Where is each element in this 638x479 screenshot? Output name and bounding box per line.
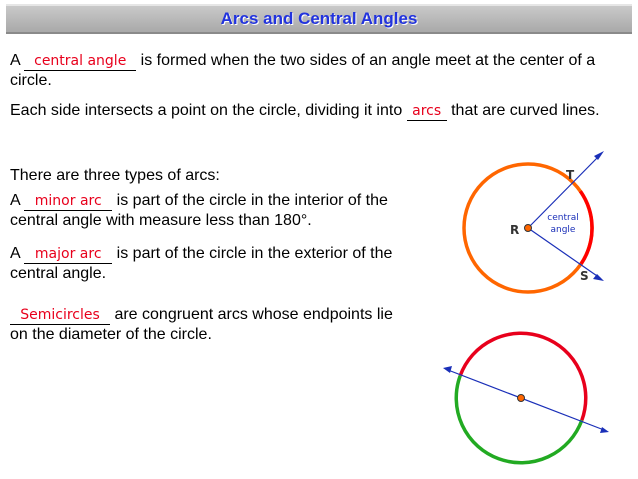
- text-pre: A: [10, 192, 25, 209]
- semicircle-bottom: [456, 376, 582, 463]
- semicircle-top: [460, 333, 586, 420]
- text-pre: A: [10, 52, 25, 69]
- answer-minor-arc: minor arc: [24, 193, 112, 211]
- page-title: Arcs and Central Angles: [220, 9, 418, 28]
- paragraph-three-types: There are three types of arcs:: [10, 167, 220, 184]
- label-s: S: [580, 269, 589, 283]
- label-t: T: [566, 168, 575, 182]
- text-post: is part of the circle in the interior of the central angle with measure less than 180°.: [10, 192, 388, 229]
- text-post: that are curved lines.: [446, 102, 600, 119]
- text-post: is formed when the two sides of an angle meet at the center of a circle.: [10, 52, 596, 89]
- label-r: R: [510, 223, 520, 237]
- central-angle-label-line2: angle: [550, 225, 576, 235]
- text-post: are congruent arcs whose endpoints lie on the diameter of the circle.: [10, 306, 393, 343]
- diameter-arrowhead-left: [443, 366, 452, 373]
- text-post: is part of the circle in the exterior of the central angle.: [10, 245, 393, 282]
- diameter-line: [448, 370, 604, 430]
- text-pre: Each side intersects a point on the circle, dividing it into: [10, 102, 407, 119]
- semicircle-center-point: [518, 395, 525, 402]
- diameter-arrowhead-right: [600, 427, 609, 433]
- answer-arcs: arcs: [407, 103, 447, 121]
- answer-central-angle: central angle: [24, 53, 136, 71]
- text-pre: A: [10, 245, 25, 262]
- answer-semicircles: Semicircles: [10, 307, 110, 325]
- answer-major-arc: major arc: [24, 246, 112, 264]
- central-angle-label-line1: central: [547, 213, 579, 223]
